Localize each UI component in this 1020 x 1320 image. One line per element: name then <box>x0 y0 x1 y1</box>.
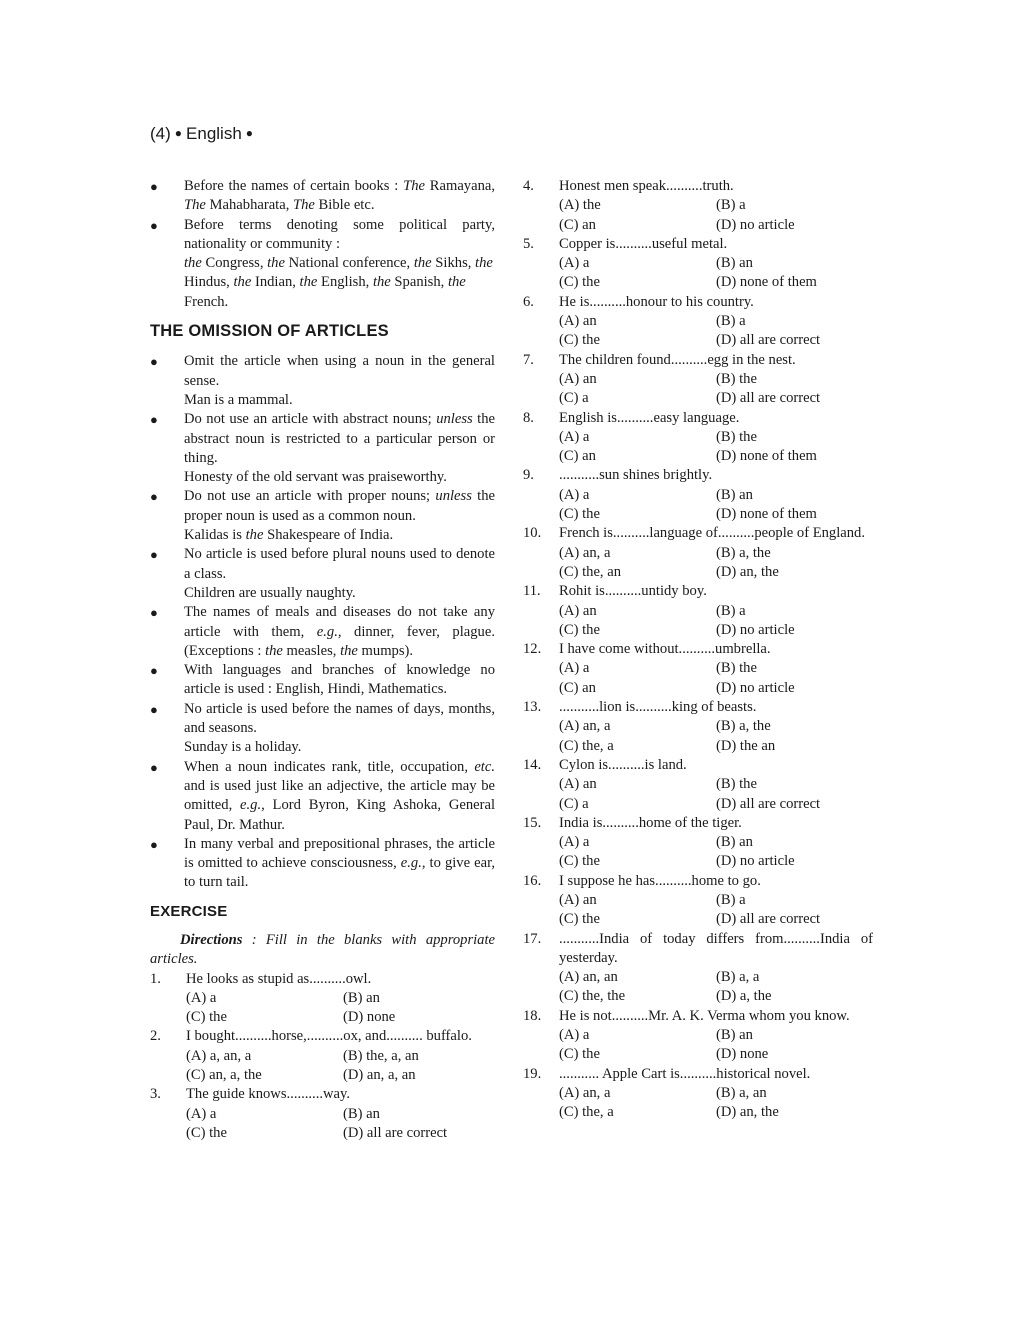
question-number: 18. <box>523 1007 542 1024</box>
bullet-text: Do not use an article with proper nouns; unless the proper noun is used as a common noun. <box>184 488 496 524</box>
answer-option: (C) the <box>186 1009 227 1026</box>
bullet-dot-icon: ● <box>150 547 158 563</box>
answer-option: (A) an, a <box>559 544 611 561</box>
answer-option: (A) a <box>186 1105 217 1122</box>
answer-option: (A) an, an <box>559 969 618 986</box>
question-stem: Copper is..........useful metal. <box>559 235 728 252</box>
bullet-dot-icon: ● <box>150 217 158 233</box>
question-stem: He is..........honour to his country. <box>559 293 754 310</box>
omission-heading: THE OMISSION OF ARTICLES <box>150 322 389 341</box>
bullet-text: Before terms denoting some political party, nationality or community : <box>184 216 495 252</box>
question-stem: Honest men speak..........truth. <box>559 178 734 194</box>
option-grid <box>186 1105 495 1144</box>
option-grid <box>559 717 873 756</box>
intro-bullet-list <box>150 177 495 312</box>
left-column <box>150 177 495 1143</box>
answer-option: (A) an <box>559 370 597 387</box>
bullet-item <box>150 352 495 410</box>
bullet-text: The names of meals and diseases do not take any article with them, e.g., dinner, fever, plague. (Exceptions : the measles, the mumps). <box>184 604 495 659</box>
bullet-example: Honesty of the old servant was praiseworthy. <box>184 469 447 486</box>
answer-option: (C) the <box>559 853 600 870</box>
option-grid <box>559 1026 873 1065</box>
option-grid <box>559 659 873 698</box>
answer-option: (D) all are correct <box>716 911 821 928</box>
question-number: 15. <box>523 814 542 831</box>
answer-option: (C) the, an <box>559 563 622 580</box>
answer-option: (A) a <box>559 1027 590 1044</box>
bullet-dot-icon: ● <box>150 836 158 852</box>
answer-option: (D) an, a, an <box>343 1067 416 1084</box>
answer-option: (A) a <box>186 989 217 1006</box>
question-item <box>523 640 873 698</box>
answer-option: (A) a <box>559 255 590 272</box>
bullet-item <box>150 758 495 835</box>
answer-option: (A) a <box>559 834 590 851</box>
bullet-item <box>150 661 495 700</box>
option-grid <box>559 602 873 641</box>
bullet-item <box>150 177 495 216</box>
bullet-text: With languages and branches of knowledge no article is used : English, Hindi, Mathematics. <box>184 662 495 698</box>
bullet-dot-icon: ● <box>150 701 158 717</box>
answer-option: (C) an <box>559 448 596 465</box>
option-grid <box>186 989 495 1028</box>
answer-option: (B) a <box>716 602 746 619</box>
answer-option: (B) the <box>716 428 757 445</box>
question-stem: The children found..........egg in the nest. <box>559 351 796 368</box>
question-item <box>523 814 873 872</box>
answer-option: (B) an <box>716 255 753 272</box>
answer-option: (C) the, a <box>559 737 614 754</box>
option-grid <box>559 370 873 409</box>
question-item <box>523 872 873 930</box>
bullet-item <box>150 545 495 603</box>
option-grid <box>559 312 873 351</box>
omission-bullet-list <box>150 352 495 892</box>
bullet-item <box>150 835 495 893</box>
option-grid <box>559 544 873 583</box>
answer-option: (B) a <box>716 313 746 330</box>
answer-option: (D) none <box>343 1009 396 1026</box>
answer-option: (C) the, the <box>559 988 626 1005</box>
question-stem: French is..........language of..........people of England. <box>559 525 865 542</box>
question-stem: He looks as stupid as..........owl. <box>186 970 372 987</box>
answer-option: (A) an <box>559 313 597 330</box>
bullet-item <box>150 700 495 758</box>
question-item <box>523 293 873 351</box>
answer-option: (A) a <box>559 428 590 445</box>
bullet-dot-icon: ● <box>150 759 158 775</box>
answer-option: (A) an, a <box>559 1084 611 1101</box>
answer-option: (A) an <box>559 602 597 619</box>
option-grid <box>559 428 873 467</box>
answer-option: (A) a <box>559 486 590 503</box>
question-item <box>523 409 873 467</box>
exercise-heading: EXERCISE <box>150 902 228 920</box>
question-item <box>150 1027 495 1085</box>
question-number: 12. <box>523 641 542 658</box>
answer-option: (B) the <box>716 370 757 387</box>
question-number: 3. <box>150 1086 161 1103</box>
answer-option: (B) a, the <box>716 718 771 735</box>
answer-option: (C) a <box>559 795 589 812</box>
question-stem: ........... Apple Cart is..........historical novel. <box>559 1065 811 1082</box>
bullet-dot-icon: ● <box>174 126 183 140</box>
answer-option: (B) a, a <box>716 969 760 986</box>
answer-option: (A) the <box>559 197 601 214</box>
answer-option: (D) an, the <box>716 1104 779 1121</box>
option-grid <box>559 196 873 235</box>
page-header <box>150 124 257 144</box>
question-number: 7. <box>523 351 534 368</box>
bullet-text: No article is used before the names of days, months, and seasons. <box>184 700 495 737</box>
option-grid <box>559 254 873 293</box>
bullet-dot-icon: ● <box>150 605 158 621</box>
answer-option: (A) a <box>559 660 590 677</box>
answer-option: (C) a <box>559 390 589 407</box>
question-number: 11. <box>523 583 541 600</box>
question-item <box>523 524 873 582</box>
question-number: 19. <box>523 1065 542 1082</box>
bullet-text: Do not use an article with abstract nouns; unless the abstract noun is restricted to a particular person or thing. <box>184 411 495 466</box>
answer-option: (A) an <box>559 776 597 793</box>
answer-option: (D) all are correct <box>716 390 821 407</box>
subject-title: English <box>186 124 242 143</box>
bullet-text: In many verbal and prepositional phrases, the article is omitted to achieve consciousness, e.g., to give ear, to turn tail. <box>184 835 495 891</box>
option-grid <box>559 968 873 1007</box>
question-stem: English is..........easy language. <box>559 409 740 426</box>
answer-option: (D) none of them <box>716 506 817 523</box>
page-number: (4) <box>150 124 171 143</box>
answer-option: (C) the <box>559 506 600 523</box>
bullet-example: Sunday is a holiday. <box>184 739 302 756</box>
directions-label: Directions <box>180 931 243 948</box>
answer-option: (C) the <box>559 621 600 638</box>
answer-option: (A) a, an, a <box>186 1047 252 1064</box>
bullet-example: Man is a mammal. <box>184 391 293 408</box>
answer-option: (C) the, a <box>559 1104 614 1121</box>
answer-option: (B) an <box>343 989 380 1006</box>
question-item <box>523 582 873 640</box>
option-grid <box>559 833 873 872</box>
answer-option: (B) the <box>716 660 757 677</box>
question-item <box>523 756 873 814</box>
question-number: 17. <box>523 930 542 947</box>
answer-option: (D) an, the <box>716 563 779 580</box>
answer-option: (C) an <box>559 216 596 233</box>
question-stem: I suppose he has..........home to go. <box>559 872 761 889</box>
answer-option: (C) the <box>559 1046 600 1063</box>
answer-option: (B) a <box>716 891 746 908</box>
bullet-dot-icon: ● <box>150 489 158 505</box>
answer-option: (D) none of them <box>716 274 817 291</box>
answer-option: (D) none of them <box>716 448 817 465</box>
question-stem: He is not..........Mr. A. K. Verma whom you know. <box>559 1007 850 1024</box>
answer-option: (C) an <box>559 679 596 696</box>
bullet-example: Kalidas is the Shakespeare of India. <box>184 527 394 544</box>
question-stem: ...........sun shines brightly. <box>559 467 713 484</box>
option-grid <box>186 1047 495 1086</box>
answer-option: (D) no article <box>716 621 795 638</box>
answer-option: (D) no article <box>716 679 795 696</box>
bullet-item <box>150 410 495 487</box>
answer-option: (B) a <box>716 197 746 214</box>
question-item <box>150 1085 495 1143</box>
bullet-item <box>150 216 495 312</box>
option-grid <box>559 486 873 525</box>
answer-option: (B) the, a, an <box>343 1047 419 1064</box>
question-item <box>523 930 873 1007</box>
answer-option: (B) a, an <box>716 1084 767 1101</box>
bullet-text: No article is used before plural nouns used to denote a class. <box>184 546 495 582</box>
answer-option: (D) the an <box>716 737 776 754</box>
question-number: 13. <box>523 699 542 716</box>
question-number: 6. <box>523 293 534 310</box>
question-item <box>523 177 873 235</box>
question-list-right <box>523 177 873 1123</box>
question-number: 9. <box>523 467 534 484</box>
question-list-left <box>150 970 495 1144</box>
answer-option: (C) an, a, the <box>186 1067 262 1084</box>
question-number: 16. <box>523 872 542 889</box>
option-grid <box>559 775 873 814</box>
option-grid <box>559 891 873 930</box>
question-number: 14. <box>523 756 542 773</box>
question-item <box>150 970 495 1028</box>
right-column <box>523 177 873 1123</box>
answer-option: (A) an <box>559 891 597 908</box>
question-number: 8. <box>523 409 534 426</box>
answer-option: (D) all are correct <box>716 795 821 812</box>
question-stem: I have come without..........umbrella. <box>559 641 771 658</box>
bullet-item <box>150 487 495 545</box>
bullet-example: the Congress, the National conference, the Sikhs, the Hindus, the Indian, the English, the Spanish, the French. <box>184 255 493 310</box>
question-item <box>523 235 873 293</box>
question-stem: ...........lion is..........king of beasts. <box>559 699 757 716</box>
bullet-dot-icon: ● <box>150 354 158 370</box>
directions <box>150 931 495 970</box>
question-stem: Rohit is..........untidy boy. <box>559 583 707 600</box>
answer-option: (B) an <box>716 1027 753 1044</box>
bullet-text: Omit the article when using a noun in the general sense. <box>184 353 495 389</box>
bullet-dot-icon: ● <box>150 663 158 679</box>
bullet-example: Children are usually naughty. <box>184 584 356 601</box>
answer-option: (B) the <box>716 776 757 793</box>
answer-option: (B) an <box>716 486 753 503</box>
bullet-text: Before the names of certain books : The Ramayana, The Mahabharata, The Bible etc. <box>184 178 495 214</box>
answer-option: (D) all are correct <box>343 1124 448 1141</box>
answer-option: (C) the <box>186 1124 227 1141</box>
answer-option: (C) the <box>559 332 600 349</box>
question-item <box>523 698 873 756</box>
bullet-dot-icon: ● <box>150 179 158 194</box>
answer-option: (D) none <box>716 1046 769 1063</box>
question-number: 2. <box>150 1028 161 1045</box>
question-item <box>523 1007 873 1065</box>
question-stem: India is..........home of the tiger. <box>559 814 742 831</box>
question-stem: ...........India of today differs from..........India of yesterday. <box>559 930 873 966</box>
answer-option: (D) no article <box>716 853 795 870</box>
question-number: 10. <box>523 525 542 542</box>
answer-option: (C) the <box>559 911 600 928</box>
bullet-text: When a noun indicates rank, title, occupation, etc. and is used just like an adjective, the article may be omitted, e.g., Lord Byron, King Ashoka, General Paul, Dr. Mathur. <box>184 758 495 833</box>
question-stem: Cylon is..........is land. <box>559 756 687 773</box>
answer-option: (D) a, the <box>716 988 772 1005</box>
question-number: 5. <box>523 235 534 252</box>
option-grid <box>559 1084 873 1123</box>
answer-option: (B) an <box>343 1105 380 1122</box>
question-stem: I bought..........horse,..........ox, and.......... buffalo. <box>186 1028 472 1045</box>
bullet-dot-icon: ● <box>150 412 158 428</box>
question-item <box>523 351 873 409</box>
answer-option: (C) the <box>559 274 600 291</box>
question-number: 1. <box>150 970 161 987</box>
question-number: 4. <box>523 178 534 194</box>
bullet-item <box>150 603 495 661</box>
answer-option: (B) a, the <box>716 544 771 561</box>
directions-text: : Fill in the blanks with appropriate articles. <box>150 931 496 968</box>
question-item <box>523 1065 873 1123</box>
question-stem: The guide knows..........way. <box>186 1086 351 1103</box>
answer-option: (D) all are correct <box>716 332 821 349</box>
bullet-dot-icon: ● <box>245 126 254 140</box>
answer-option: (D) no article <box>716 216 795 233</box>
answer-option: (B) an <box>716 834 753 851</box>
question-item <box>523 466 873 524</box>
answer-option: (A) an, a <box>559 718 611 735</box>
